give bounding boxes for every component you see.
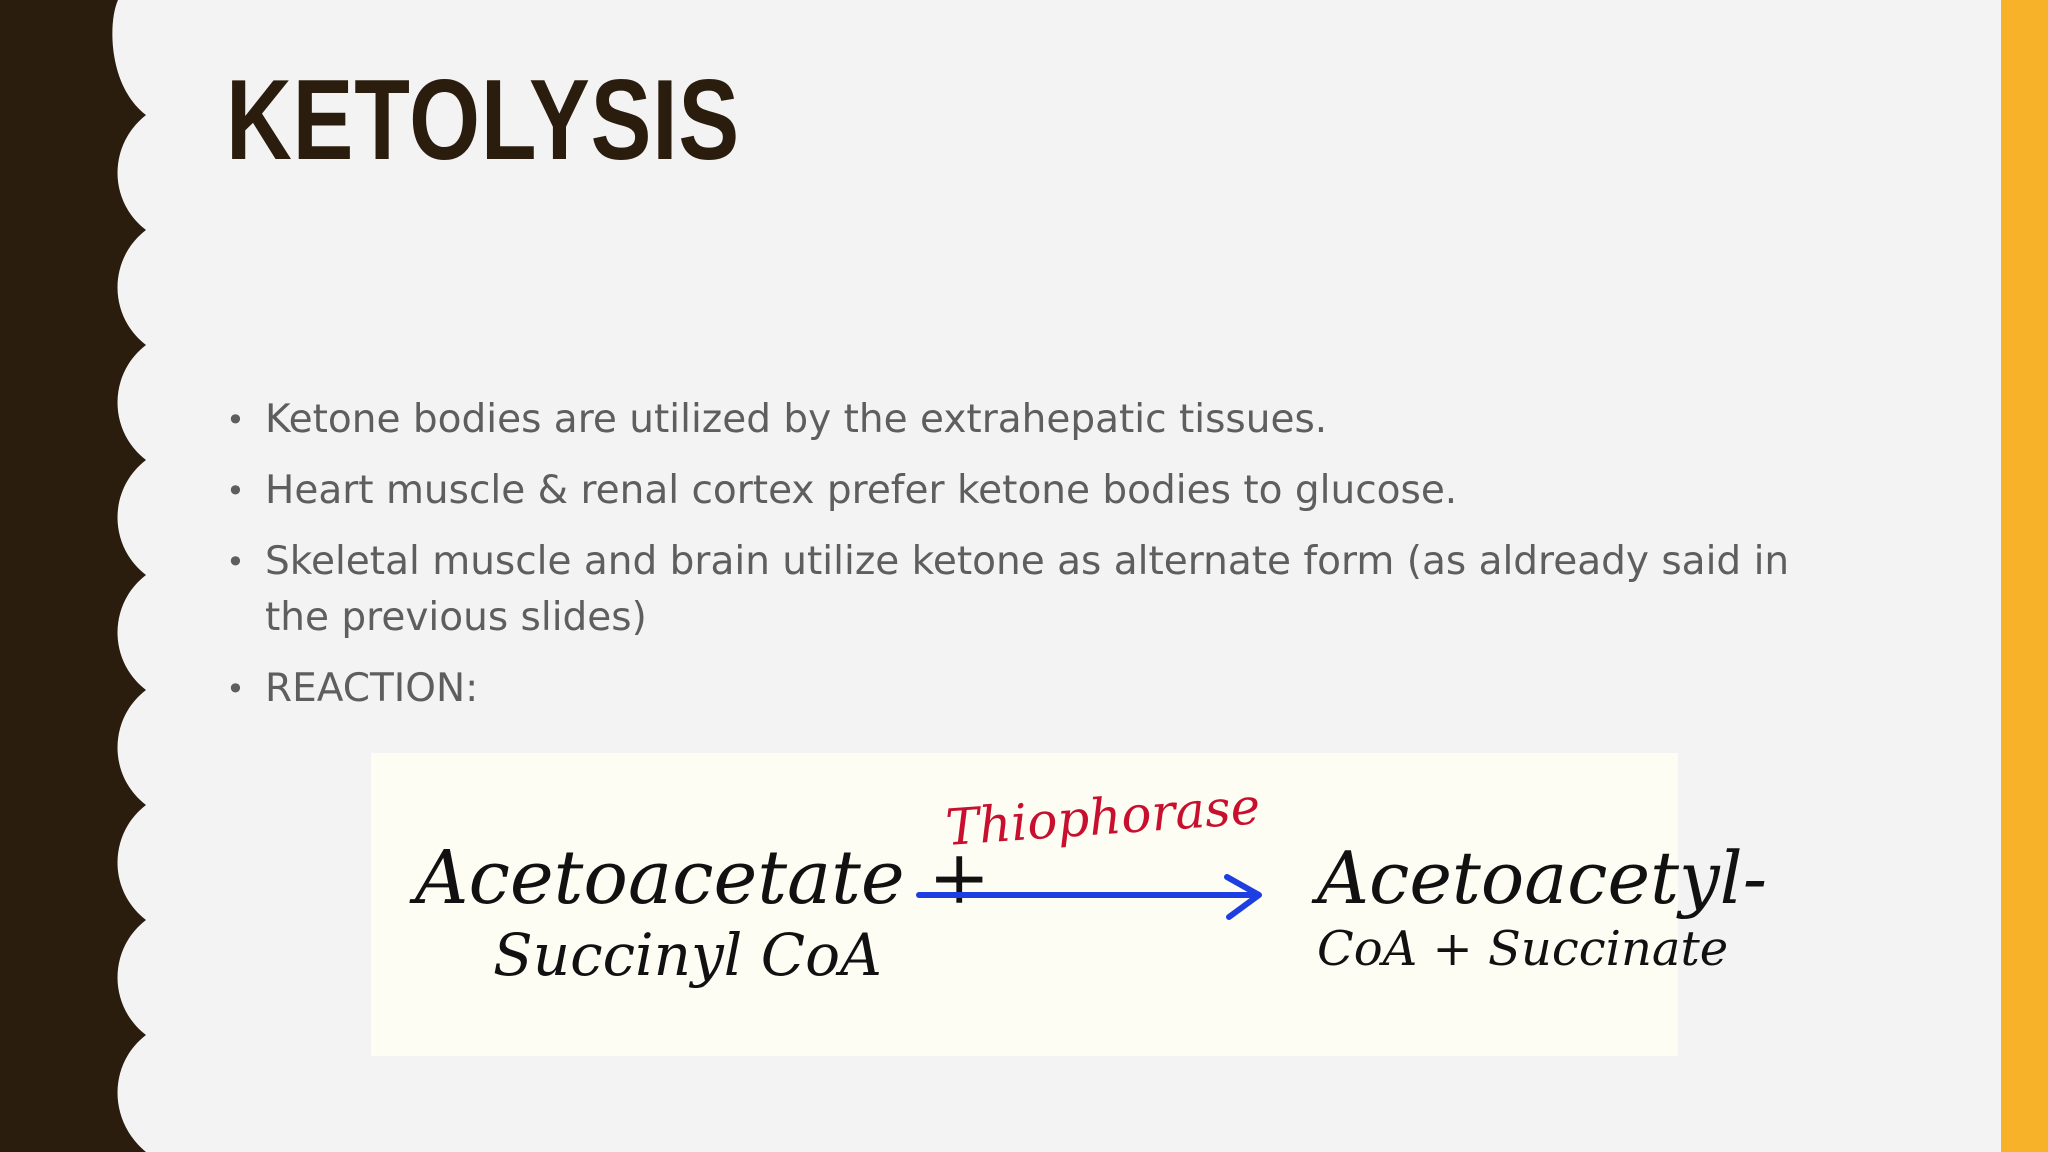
bullet-text: Ketone bodies are utilized by the extrahepatic tissues. xyxy=(265,397,1328,442)
reaction-diagram xyxy=(371,753,1768,1056)
wavy-left-band xyxy=(0,0,150,1152)
reaction-image xyxy=(371,753,1768,1056)
enzyme-label: Thiophorase xyxy=(943,777,1262,857)
bullet-list xyxy=(226,392,1846,732)
reactant-1-label: Acetoacetate + xyxy=(415,835,991,921)
reactant-2-label: Succinyl CoA xyxy=(493,921,882,989)
bullet-icon: • xyxy=(226,543,245,581)
bullet-text: Skeletal muscle and brain utilize ketone as alternate form (as aldready said in the previous slides) xyxy=(265,539,1790,640)
product-2-label: CoA + Succinate xyxy=(1317,921,1729,977)
bullet-item xyxy=(226,392,1846,448)
accent-right-band xyxy=(2001,0,2048,1152)
bullet-icon: • xyxy=(226,472,245,510)
bullet-item xyxy=(226,534,1846,646)
wavy-band-shape xyxy=(0,0,146,1152)
bullet-item xyxy=(226,463,1846,519)
bullet-text: REACTION: xyxy=(265,666,479,711)
bullet-icon: • xyxy=(226,670,245,708)
slide-title: KETOLYSIS xyxy=(226,57,741,184)
product-1-label: Acetoacetyl- xyxy=(1317,836,1768,920)
bullet-text: Heart muscle & renal cortex prefer ketone bodies to glucose. xyxy=(265,468,1458,513)
bullet-icon: • xyxy=(226,401,245,439)
bullet-item xyxy=(226,661,1846,717)
